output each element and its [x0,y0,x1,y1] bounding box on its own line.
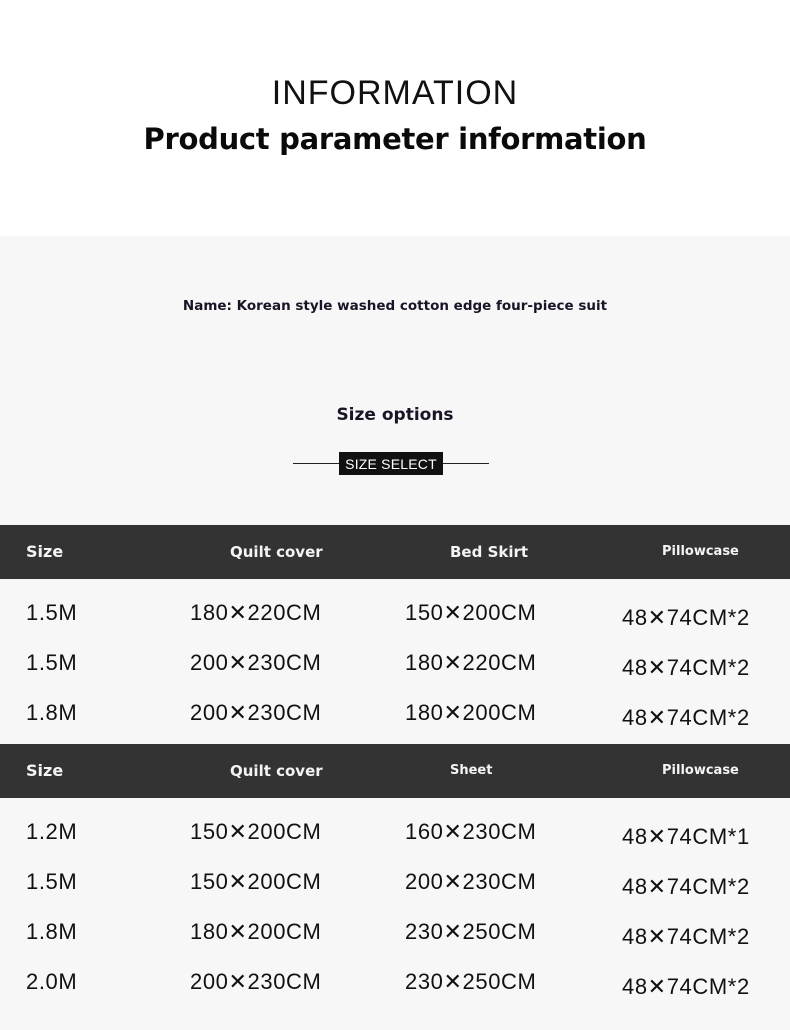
table2-header [0,744,790,798]
table-row [0,688,790,738]
cell-quilt-cover: 180✕220CM [190,600,322,625]
cell-pillowcase: 48✕74CM*2 [622,605,750,630]
cell-bed-skirt: 150✕200CM [405,600,537,625]
table1-header-pillowcase: Pillowcase [662,544,739,559]
divider-left [293,463,340,464]
page-title: INFORMATION [271,74,519,112]
size-options-title: Size options [336,405,454,425]
table-row [0,957,790,1007]
table-row [0,857,790,907]
table2-header-pillowcase: Pillowcase [662,763,739,778]
cell-bed-skirt: 180✕220CM [405,650,537,675]
cell-quilt-cover: 180✕200CM [190,919,322,944]
cell-sheet: 200✕230CM [405,869,537,894]
product-name: Name: Korean style washed cotton edge four-piece suit [182,298,608,314]
cell-size: 2.0M [26,969,78,994]
cell-size: 1.5M [26,650,78,675]
table2-header-size: Size [26,761,64,780]
cell-size: 1.5M [26,869,78,894]
cell-pillowcase: 48✕74CM*1 [622,824,750,849]
table1-header-bed-skirt: Bed Skirt [450,543,529,561]
cell-pillowcase: 48✕74CM*2 [622,924,750,949]
top-header-area [0,0,790,236]
table-row [0,588,790,638]
table2-header-sheet: Sheet [450,763,493,778]
table-row [0,807,790,857]
cell-size: 1.8M [26,700,78,725]
cell-quilt-cover: 200✕230CM [190,700,322,725]
cell-quilt-cover: 200✕230CM [190,650,322,675]
cell-bed-skirt: 180✕200CM [405,700,537,725]
cell-quilt-cover: 200✕230CM [190,969,322,994]
cell-sheet: 160✕230CM [405,819,537,844]
table1-header-quilt-cover: Quilt cover [230,543,323,561]
cell-pillowcase: 48✕74CM*2 [622,705,750,730]
table-row [0,638,790,688]
cell-pillowcase: 48✕74CM*2 [622,874,750,899]
table1-header [0,525,790,579]
table1-header-size: Size [26,542,64,561]
cell-pillowcase: 48✕74CM*2 [622,655,750,680]
divider-right [442,463,489,464]
cell-quilt-cover: 150✕200CM [190,819,322,844]
cell-size: 1.2M [26,819,78,844]
cell-quilt-cover: 150✕200CM [190,869,322,894]
table-row [0,907,790,957]
table2-header-quilt-cover: Quilt cover [230,762,323,780]
cell-size: 1.5M [26,600,78,625]
cell-sheet: 230✕250CM [405,969,537,994]
cell-size: 1.8M [26,919,78,944]
size-select-badge: SIZE SELECT [339,452,443,475]
cell-sheet: 230✕250CM [405,919,537,944]
page-subtitle: Product parameter information [143,122,647,156]
cell-pillowcase: 48✕74CM*2 [622,974,750,999]
